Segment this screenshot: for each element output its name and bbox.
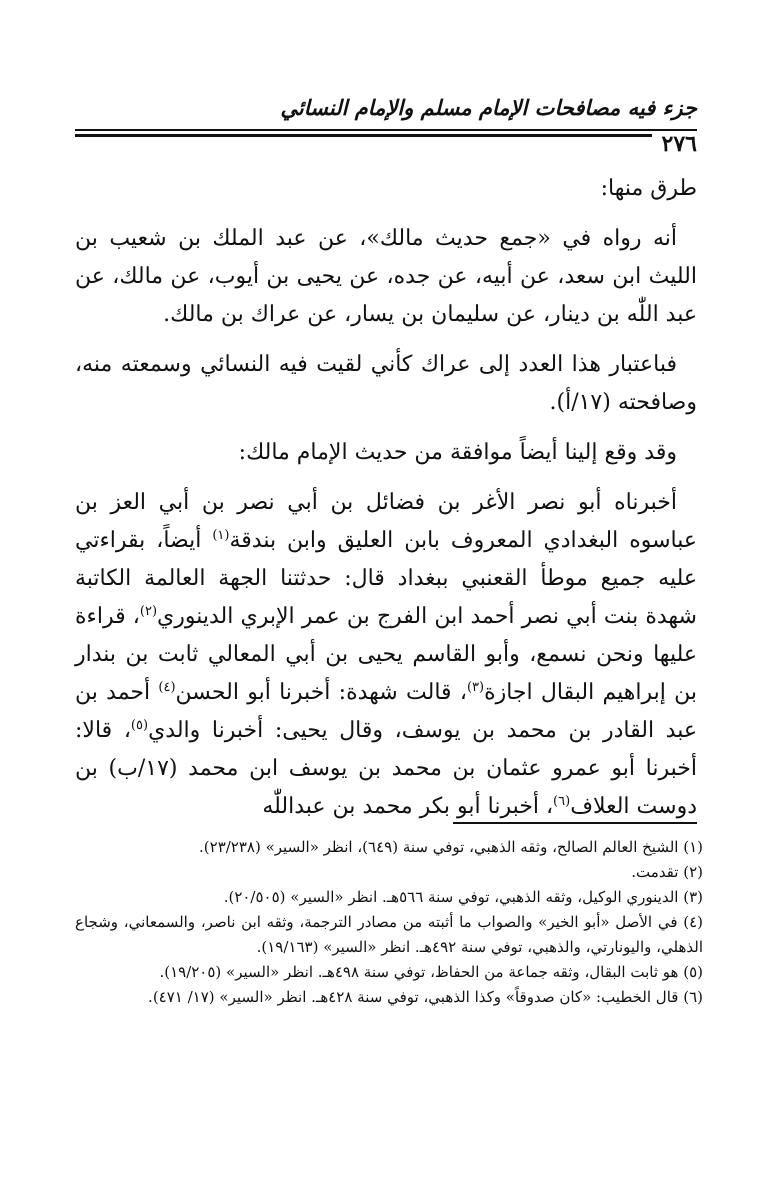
p5-text-7: ، أخبرنا أبو بكر محمد بن عبداللّٰه [262,794,554,819]
paragraph-2: أنه رواه في «جمع حديث مالك»، عن عبد الملك بن شعيب بن الليث ابن سعد، عن أبيه، عن جده، عن يحيى بن أيوب، عن مالك، عن عبد اللّٰه بن دينار، عن سليمان بن يسار، عن عراك بن مالك. [75,226,697,327]
p5-text-3: ، قراءة عليها ونحن نسمع، وأبو القاسم يحيى بن أبي المعالي ثابت بن بندار بن إبراهيم البقال اجازة [75,604,697,705]
footnotes [75,835,703,1010]
header-rule-thick [75,134,697,137]
p5-text-6: ، قالا: أخبرنا أبو عمرو عثمان بن محمد بن يوسف ابن محمد (١٧/ب) بن دوست العلاف [75,718,697,819]
footnote-1: (١) الشيخ العالم الصالح، وثقه الذهبي، توفي سنة (٦٤٩)، انظر «السير» (٢٣/٢٣٨). [199,838,703,856]
paragraph-3: فباعتبار هذا العدد إلى عراك كأني لقيت فيه النسائي وسمعته منه، وصافحته (١٧/أ). [75,352,697,415]
footnote-ref-6: (٦) [553,794,571,809]
page-number: ٢٧٦ [652,131,697,157]
p5-text-4: ، قالت شهدة: أخبرنا أبو الحسن [175,680,467,705]
footnote-6: (٦) قال الخطيب: «كان صدوقاً» وكذا الذهبي، توفي سنة ٤٢٨هـ. انظر «السير» (١٧/ ٤٧١). [148,988,703,1006]
footnote-separator [453,822,697,824]
footnote-ref-2: (٢) [139,604,158,619]
footnote-ref-5: (٥) [130,718,149,733]
paragraph-4: وقد وقع إلينا أيضاً موافقة من حديث الإمام مالك: [238,440,677,465]
main-text [75,170,697,838]
header-rule-thin [75,129,697,131]
footnote-5: (٥) هو ثابت البقال، وثقه جماعة من الحفاظ، توفي سنة ٤٩٨هـ. انظر «السير» (١٩/٢٠٥). [159,963,703,981]
footnote-ref-4: (٤) [158,680,176,695]
footnote-3: (٣) الدينوري الوكيل، وثقه الذهبي، توفي سنة ٥٦٦هـ. انظر «السير» (٢٠/٥٠٥). [223,888,703,906]
paragraph-5 [75,484,697,826]
p5-text-1: أخبرناه أبو نصر الأغر بن فضائل بن أبي نصر بن أبي العز بن عباسوه البغدادي المعروف بابن العليق وابن بندقة [75,490,697,553]
footnote-ref-3: (٣) [466,680,485,695]
running-header [75,95,697,155]
p5-text-5: أحمد بن عبد القادر بن محمد بن يوسف، وقال يحيى: أخبرنا والدي [75,680,697,743]
footnote-2: (٢) تقدمت. [631,863,703,881]
p5-text-2: أيضاً، بقراءتي عليه جميع موطأ القعنبي ببغداد قال: حدثتنا الجهة العالمة الكاتبة شهدة بنت أبي نصر أحمد ابن الفرج بن عمر الإبري الدينوري [75,528,697,629]
footnote-4: (٤) في الأصل «أبو الخير» والصواب ما أثبته من مصادر الترجمة، وثقه ابن ناصر، والسمعاني، وشجاع الذهلي، واليونارتي، والذهبي، توفي سنة ٤٩٢هـ. انظر «السير» (١٩/١٦٣). [75,913,703,956]
footnote-ref-1: (١) [212,528,230,543]
header-title: جزء فيه مصافحات الإمام مسلم والإمام النسائي [280,95,697,120]
paragraph-1: طرق منها: [600,176,697,201]
